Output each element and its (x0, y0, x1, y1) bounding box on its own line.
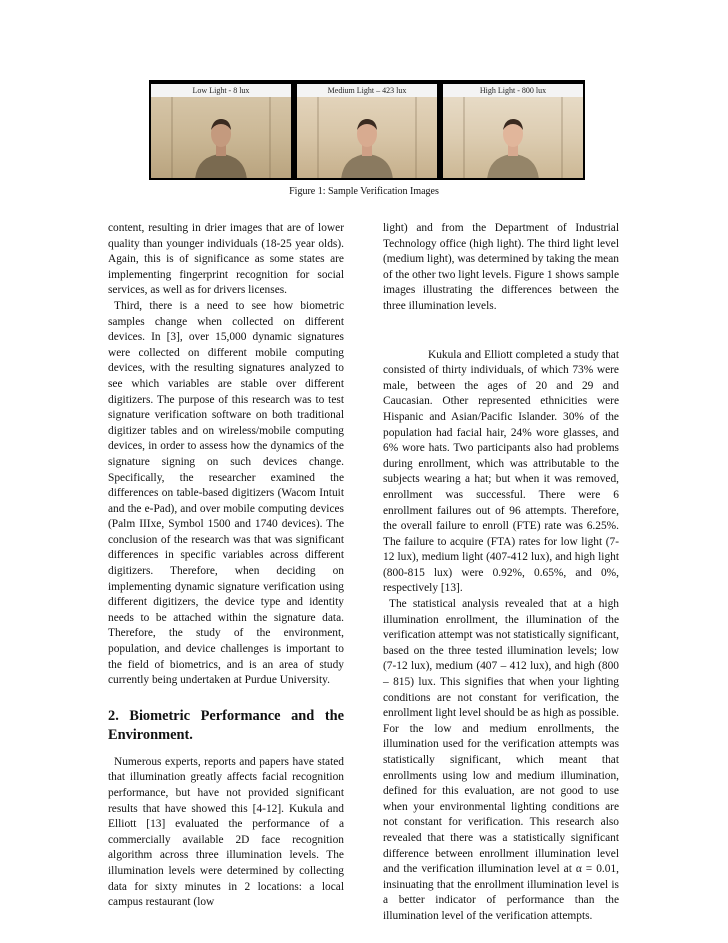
person-silhouette (481, 110, 545, 178)
low-light-photo (151, 84, 291, 178)
left-column (108, 221, 344, 911)
high-light-photo (443, 84, 583, 178)
medium-light-label: Medium Light – 423 lux (297, 84, 437, 97)
right-column (383, 221, 619, 925)
high-light-label: High Light - 800 lux (443, 84, 583, 97)
paragraph: The statistical analysis revealed that at a high illumination enrollment, the illumination of the verification attempt was not statistically significant, based on the three tested illumination levels; low (7-12 lux), medium (407 – 412 lux), and high (800 – 815) lux. This signifies that when your lighting conditions are not constant for verification, the enrollment light level should be as high as possible. For the low and medium enrollments, the illumination used for the verification attempts was statistically significant, which meant that enrollments using low and medium illumination, defined for this evaluation, are not good to use when your environmental lighting conditions are not constant for verification. This research also revealed that there was a statistically significant difference between enrollment illumination level and the verification illumination level at α = 0.01, insinuating that the enrollment illumination level is a better indicator of performance than the illumination level of the verification attempts. (383, 598, 619, 922)
figure-caption: Figure 1: Sample Verification Images (289, 186, 439, 197)
low-light-label: Low Light - 8 lux (151, 84, 291, 97)
section-heading: 2. Biometric Performance and the Environment. (108, 707, 344, 743)
paragraph: Numerous experts, reports and papers have stated that illumination greatly affects facial recognition performance, but have not provided significant results that have showed this [4-12]. Kukula and Elliott [13] evaluated the performance of a commercially available 2D face recognition algorithm across three illumination levels. The illumination levels were determined by collecting data for sixty minutes in 2 locations: a local campus restaurant (low (108, 755, 344, 909)
paragraph: content, resulting in drier images that are of lower quality than younger individuals (18-25 year olds). Again, this is of significance as some states are implementing fingerprint recognition for social services, as well as for drivers licenses. (108, 222, 344, 297)
paragraph: Kukula and Elliott completed a study that consisted of thirty individuals, of which 73% were male, between the ages of 20 and 29 and Caucasian. Other represented ethnicities were Hispanic and Asian/Pacific Islander. 30% of the population had facial hair, 24% wore glasses, and 6% wore hats. Two participants also had problems during enrollment, which was attributable to the subjects wearing a hat; but when it was removed, enrollment was successful. There were 6 enrollment failures out of 96 attempts. Therefore, the overall failure to enroll (FTE) rate was 6.25%. The failure to acquire (FTA) rates for low light (7-12 lux), medium light (407-412 lux), and high light (800-815 lux) were 0.92%, 0.65%, and 0%, respectively [13]. (383, 348, 619, 595)
person-silhouette (189, 110, 253, 178)
person-silhouette (335, 110, 399, 178)
paragraph: Third, there is a need to see how biometric samples change when collected on different devices. In [3], over 15,000 dynamic signatures were collected on different mobile computing devices, with the resulting signatures analyzed to see which variables are stable over different digitizers. The purpose of this research was to test signature verification software on both traditional digitizer tables and on wireless/mobile computing devices, in order to assess how the dynamics of the signature signing on such devices change. Specifically, the researcher examined the differences on table-based digitizers (Wacom Intuit and the e-Pad), and over mobile computing devices (Palm IIIxe, Symbol 1500 and 1740 devices). The conclusion of the research was that was significant differences in specific variables across different digitizers. Therefore, when deciding on implementing dynamic signature verification using different digitizers, the device type and identity needs to be attached within the signature data. Therefore, the study of the environment, population, and device challenges is important to the field of biometrics, and is an area of study currently being undertaken at Purdue University. (108, 299, 344, 687)
medium-light-photo (297, 84, 437, 178)
figure-sample-images (149, 80, 585, 180)
paragraph: light) and from the Department of Industrial Technology office (high light). The third light level (medium light), was determined by taking the mean of the other two light levels. Figure 1 shows sample images illustrating the differences between the three illumination levels. (383, 222, 620, 312)
